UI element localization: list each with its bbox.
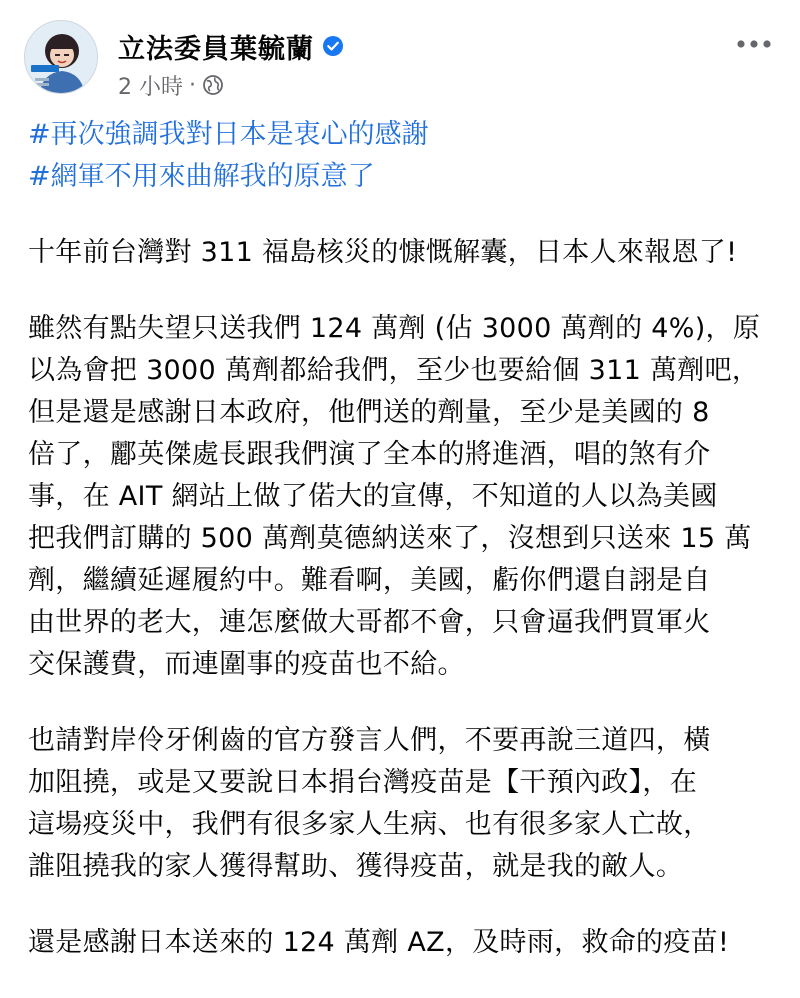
post-text-line: 也請對岸伶牙俐齒的官方發言人們，不要再說三道四，橫 [28, 725, 711, 756]
post-text-line: 交保護費，而連圍事的疫苗也不給。 [28, 649, 465, 680]
post-meta [118, 70, 224, 100]
post-paragraph [28, 720, 778, 888]
post-paragraph [28, 308, 778, 686]
post-text-line: 事，在 AIT 網站上做了偌大的宣傳，不知道的人以為美國 [28, 481, 718, 512]
post-text-line: 十年前台灣對 311 福島核災的慷慨解囊，日本人來報恩了! [28, 237, 738, 268]
more-horizontal-icon [736, 39, 772, 49]
author-line [118, 26, 344, 66]
post-header [0, 0, 800, 110]
post-text-line: 劑，繼續延遲履約中。難看啊，美國，虧你們還自詡是自 [28, 565, 711, 596]
globe-icon[interactable] [202, 74, 224, 96]
post-text-line: 以為會把 3000 萬劑都給我們，至少也要給個 311 萬劑吧， [28, 355, 760, 386]
post-timestamp[interactable]: 2 小時 [118, 74, 183, 100]
post-text-line: 還是感謝日本送來的 124 萬劑 AZ，及時雨，救命的疫苗! [28, 927, 730, 958]
post-text-line: 這場疫災中，我們有很多家人生病、也有很多家人亡故， [28, 809, 711, 840]
post-text-line: 倍了，酈英傑處長跟我們演了全本的將進酒，唱的煞有介 [28, 439, 711, 470]
post-paragraph [28, 922, 778, 964]
more-options-button[interactable] [730, 28, 778, 60]
meta-separator: · [189, 72, 196, 98]
post-text-line: 誰阻撓我的家人獲得幫助、獲得疫苗，就是我的敵人。 [28, 851, 684, 882]
author-name[interactable]: 立法委員葉毓蘭 [118, 33, 314, 65]
post-text-line: 但是還是感謝日本政府，他們送的劑量，至少是美國的 8 [28, 397, 710, 428]
hashtag-link[interactable]: #再次強調我對日本是衷心的感謝 [28, 119, 429, 150]
hashtag-list [28, 114, 778, 198]
author-avatar[interactable] [24, 20, 98, 94]
verified-badge-icon [322, 35, 344, 57]
post-text-line: 把我們訂購的 500 萬劑莫德納送來了，沒想到只送來 15 萬 [28, 523, 752, 554]
post-body [28, 114, 778, 998]
post-text-line: 加阻撓，或是又要說日本捐台灣疫苗是【干預內政】，在 [28, 767, 697, 798]
post-paragraph [28, 232, 778, 274]
post-text-line: 由世界的老大，連怎麼做大哥都不會，只會逼我們買軍火 [28, 607, 711, 638]
hashtag-link[interactable]: #網軍不用來曲解我的原意了 [28, 161, 375, 192]
post-text-line: 雖然有點失望只送我們 124 萬劑 (佔 3000 萬劑的 4%)，原 [28, 313, 761, 344]
